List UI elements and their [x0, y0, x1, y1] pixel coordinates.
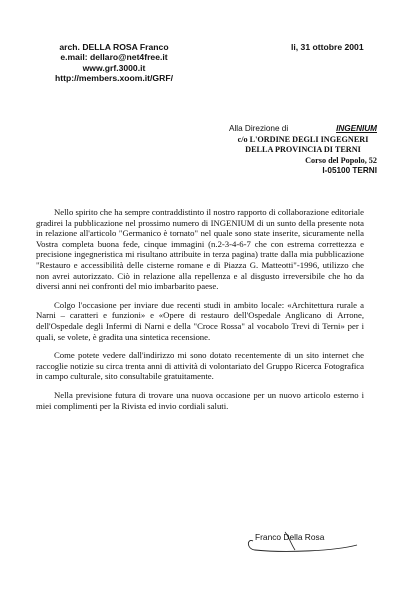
recipient-line-3: DELLA PROVINCIA DI TERNI — [245, 145, 361, 154]
sender-name: arch. DELLA ROSA Franco — [59, 42, 169, 52]
letter-date: li, 31 ottobre 2001 — [291, 42, 364, 52]
sender-website: www.grf.3000.it — [82, 62, 146, 73]
recipient-block — [229, 124, 377, 177]
letter-body — [36, 207, 364, 419]
recipient-line-2: c/o L'ORDINE DEGLI INGEGNERI — [237, 134, 369, 144]
sender-email: e.mail: dellaro@net4free.it — [60, 52, 168, 63]
paragraph-1: Nello spirito che ha sempre contraddistinto il nostro rapporto di collaborazione editoriale gradirei la pubblicazione nel prossimo numero di INGENIUM di un sunto della presente nota in relazione all'articolo "Germanico è tornato" nel quale sono state inserite, sicuramente nella Vostra completa buona fede, cinque immagini (n.2-3-4-6-7 che con estrema correttezza e precisione ingegneristica mi risultano attribuite in terza pagina) tratte dalla mia pubblicazione "Restauro e accessibilità delle cisterne romane e di Piazza G. Matteotti"-1996, utilizzo che non avrei autorizzato. Ciò in relazione alla repellenza e al disgusto irreversibile che ho da diversi anni nei confronti del mio imbarbarito paese. — [36, 207, 364, 292]
sender-block — [34, 42, 194, 84]
sender-url: http://members.xoom.it/GRF/ — [55, 73, 173, 84]
recipient-organization: INGENIUM — [336, 124, 377, 133]
recipient-street: Corso del Popolo, 52 — [305, 155, 377, 165]
recipient-city: I-05100 TERNI — [322, 166, 377, 175]
paragraph-4: Nella previsione futura di trovare una nuova occasione per un nuovo articolo esterno i miei complimenti per la Rivista ed invio cordiali saluti. — [36, 389, 364, 411]
paragraph-2: Colgo l'occasione per inviare due recenti studi in ambito locale: «Architettura rurale a Narni – caratteri e funzioni» e «Opere di restauro dell'Ospedale Anglicano di Arrone, dell'Ospedale degli Infermi di Narni e della "Croce Rossa" al vocabolo Trevi di Terni» per i quali, se volete, è gradita una sintetica recensione. — [36, 299, 364, 342]
recipient-prefix: Alla Direzione di — [229, 124, 289, 133]
signature-name: Franco Della Rosa — [255, 532, 325, 542]
paragraph-3: Come potete vedere dall'indirizzo mi sono dotato recentemente di un sito internet che raccoglie notizie su circa trenta anni di attività di volontariato del Gruppo Ricerca Fotografica in campo culturale, sito consultabile gratuitamente. — [36, 350, 364, 382]
recipient-first-line — [229, 124, 377, 135]
signature-block — [245, 528, 365, 558]
